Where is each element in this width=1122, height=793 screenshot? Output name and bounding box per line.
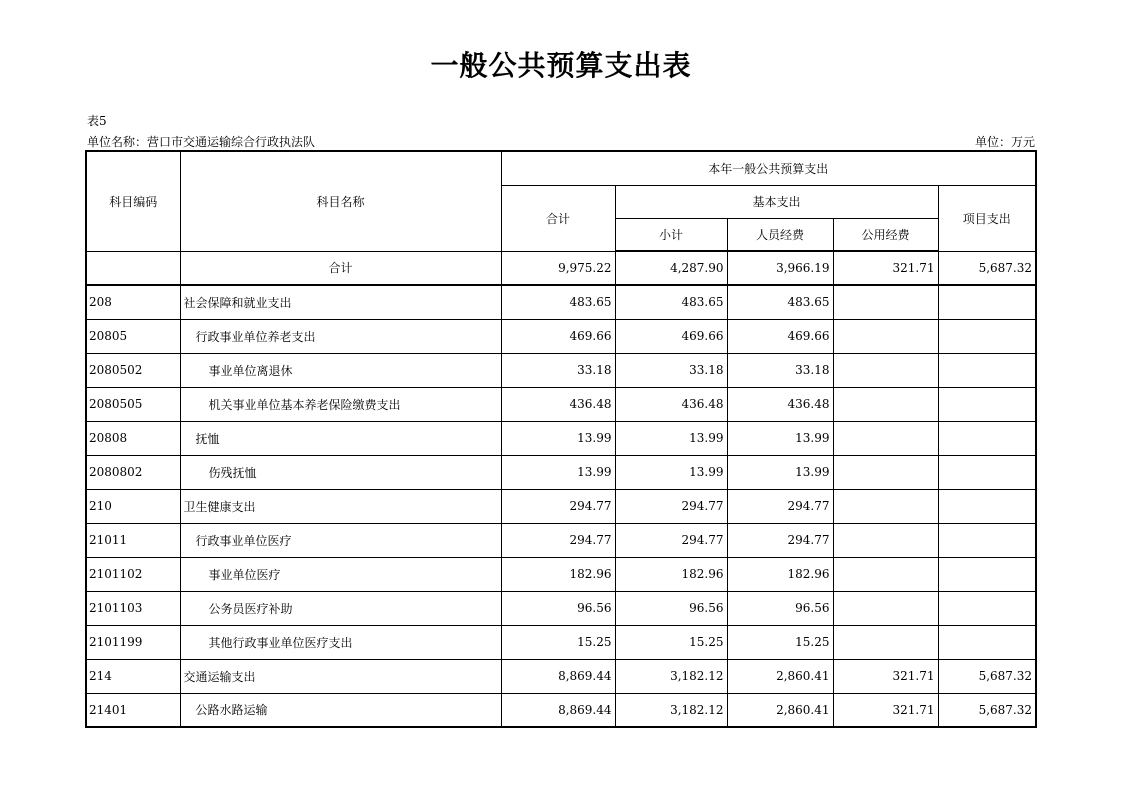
header-subtotal: 小计 xyxy=(615,218,727,251)
row-subtotal: 3,182.12 xyxy=(615,659,727,693)
row-public xyxy=(833,557,938,591)
header-project: 项目支出 xyxy=(938,185,1036,251)
row-public xyxy=(833,591,938,625)
header-basic: 基本支出 xyxy=(615,185,938,218)
table-row xyxy=(86,693,1036,727)
table-row xyxy=(86,625,1036,659)
row-total: 15.25 xyxy=(501,625,615,659)
row-name: 抚恤 xyxy=(180,421,501,455)
table-number: 表5 xyxy=(87,114,107,128)
row-total: 8,869.44 xyxy=(501,659,615,693)
table-row xyxy=(86,285,1036,319)
row-personnel: 483.65 xyxy=(727,285,833,319)
row-public xyxy=(833,489,938,523)
unit-name: 单位名称：营口市交通运输综合行政执法队 xyxy=(87,135,316,149)
row-total: 182.96 xyxy=(501,557,615,591)
row-project xyxy=(938,387,1036,421)
row-project xyxy=(938,557,1036,591)
header-group: 本年一般公共预算支出 xyxy=(501,151,1036,185)
row-personnel: 294.77 xyxy=(727,523,833,557)
row-total: 13.99 xyxy=(501,455,615,489)
table-row xyxy=(86,421,1036,455)
table-row xyxy=(86,489,1036,523)
row-subtotal: 13.99 xyxy=(615,421,727,455)
row-public xyxy=(833,353,938,387)
total-project: 5,687.32 xyxy=(938,251,1036,285)
row-public: 321.71 xyxy=(833,693,938,727)
total-total: 9,975.22 xyxy=(501,251,615,285)
row-project xyxy=(938,319,1036,353)
row-subtotal: 294.77 xyxy=(615,489,727,523)
row-total: 469.66 xyxy=(501,319,615,353)
header-code: 科目编码 xyxy=(86,151,180,251)
row-public xyxy=(833,319,938,353)
table-row xyxy=(86,387,1036,421)
page-title: 一般公共预算支出表 xyxy=(430,49,692,82)
row-personnel: 96.56 xyxy=(727,591,833,625)
row-name: 社会保障和就业支出 xyxy=(180,285,501,319)
budget-expenditure-table xyxy=(85,150,1037,728)
table-row xyxy=(86,319,1036,353)
row-code: 20805 xyxy=(86,319,180,353)
row-code: 214 xyxy=(86,659,180,693)
row-personnel: 182.96 xyxy=(727,557,833,591)
row-project xyxy=(938,523,1036,557)
header-public: 公用经费 xyxy=(833,218,938,251)
table-row xyxy=(86,557,1036,591)
header-total: 合计 xyxy=(501,185,615,251)
row-code: 2101103 xyxy=(86,591,180,625)
total-subtotal: 4,287.90 xyxy=(615,251,727,285)
row-total: 33.18 xyxy=(501,353,615,387)
total-label: 合计 xyxy=(180,251,501,285)
row-total: 436.48 xyxy=(501,387,615,421)
row-code: 210 xyxy=(86,489,180,523)
row-project xyxy=(938,625,1036,659)
row-project xyxy=(938,489,1036,523)
row-name: 交通运输支出 xyxy=(180,659,501,693)
table-row xyxy=(86,353,1036,387)
row-subtotal: 3,182.12 xyxy=(615,693,727,727)
row-name: 其他行政事业单位医疗支出 xyxy=(180,625,501,659)
header-name: 科目名称 xyxy=(180,151,501,251)
row-name: 公务员医疗补助 xyxy=(180,591,501,625)
row-public xyxy=(833,625,938,659)
row-name: 伤残抚恤 xyxy=(180,455,501,489)
row-project xyxy=(938,455,1036,489)
header-personnel: 人员经费 xyxy=(727,218,833,251)
row-public xyxy=(833,285,938,319)
row-subtotal: 15.25 xyxy=(615,625,727,659)
row-subtotal: 182.96 xyxy=(615,557,727,591)
row-public xyxy=(833,387,938,421)
row-name: 事业单位医疗 xyxy=(180,557,501,591)
row-name: 公路水路运输 xyxy=(180,693,501,727)
row-code: 2080505 xyxy=(86,387,180,421)
table-row xyxy=(86,455,1036,489)
row-code: 2080802 xyxy=(86,455,180,489)
row-code: 2101199 xyxy=(86,625,180,659)
row-total: 294.77 xyxy=(501,489,615,523)
row-code: 20808 xyxy=(86,421,180,455)
row-public xyxy=(833,455,938,489)
row-personnel: 294.77 xyxy=(727,489,833,523)
row-name: 行政事业单位医疗 xyxy=(180,523,501,557)
row-code: 21401 xyxy=(86,693,180,727)
row-personnel: 33.18 xyxy=(727,353,833,387)
row-project xyxy=(938,285,1036,319)
row-personnel: 2,860.41 xyxy=(727,693,833,727)
row-total: 294.77 xyxy=(501,523,615,557)
total-row xyxy=(86,251,1036,285)
row-total: 96.56 xyxy=(501,591,615,625)
total-personnel: 3,966.19 xyxy=(727,251,833,285)
row-personnel: 15.25 xyxy=(727,625,833,659)
row-code: 208 xyxy=(86,285,180,319)
row-project: 5,687.32 xyxy=(938,659,1036,693)
row-name: 事业单位离退休 xyxy=(180,353,501,387)
row-personnel: 13.99 xyxy=(727,421,833,455)
row-personnel: 469.66 xyxy=(727,319,833,353)
row-project xyxy=(938,353,1036,387)
row-total: 13.99 xyxy=(501,421,615,455)
row-total: 483.65 xyxy=(501,285,615,319)
total-public: 321.71 xyxy=(833,251,938,285)
row-name: 卫生健康支出 xyxy=(180,489,501,523)
table-row xyxy=(86,523,1036,557)
row-name: 行政事业单位养老支出 xyxy=(180,319,501,353)
row-project: 5,687.32 xyxy=(938,693,1036,727)
row-name: 机关事业单位基本养老保险缴费支出 xyxy=(180,387,501,421)
row-subtotal: 483.65 xyxy=(615,285,727,319)
row-public xyxy=(833,523,938,557)
row-code: 21011 xyxy=(86,523,180,557)
row-subtotal: 436.48 xyxy=(615,387,727,421)
total-code-cell xyxy=(86,251,180,285)
row-personnel: 13.99 xyxy=(727,455,833,489)
row-project xyxy=(938,591,1036,625)
row-subtotal: 96.56 xyxy=(615,591,727,625)
table-row xyxy=(86,659,1036,693)
row-public: 321.71 xyxy=(833,659,938,693)
row-total: 8,869.44 xyxy=(501,693,615,727)
row-personnel: 2,860.41 xyxy=(727,659,833,693)
row-subtotal: 294.77 xyxy=(615,523,727,557)
row-public xyxy=(833,421,938,455)
row-subtotal: 13.99 xyxy=(615,455,727,489)
row-code: 2101102 xyxy=(86,557,180,591)
row-code: 2080502 xyxy=(86,353,180,387)
row-project xyxy=(938,421,1036,455)
currency-unit: 单位：万元 xyxy=(974,135,1035,149)
row-subtotal: 469.66 xyxy=(615,319,727,353)
row-personnel: 436.48 xyxy=(727,387,833,421)
row-subtotal: 33.18 xyxy=(615,353,727,387)
table-row xyxy=(86,591,1036,625)
